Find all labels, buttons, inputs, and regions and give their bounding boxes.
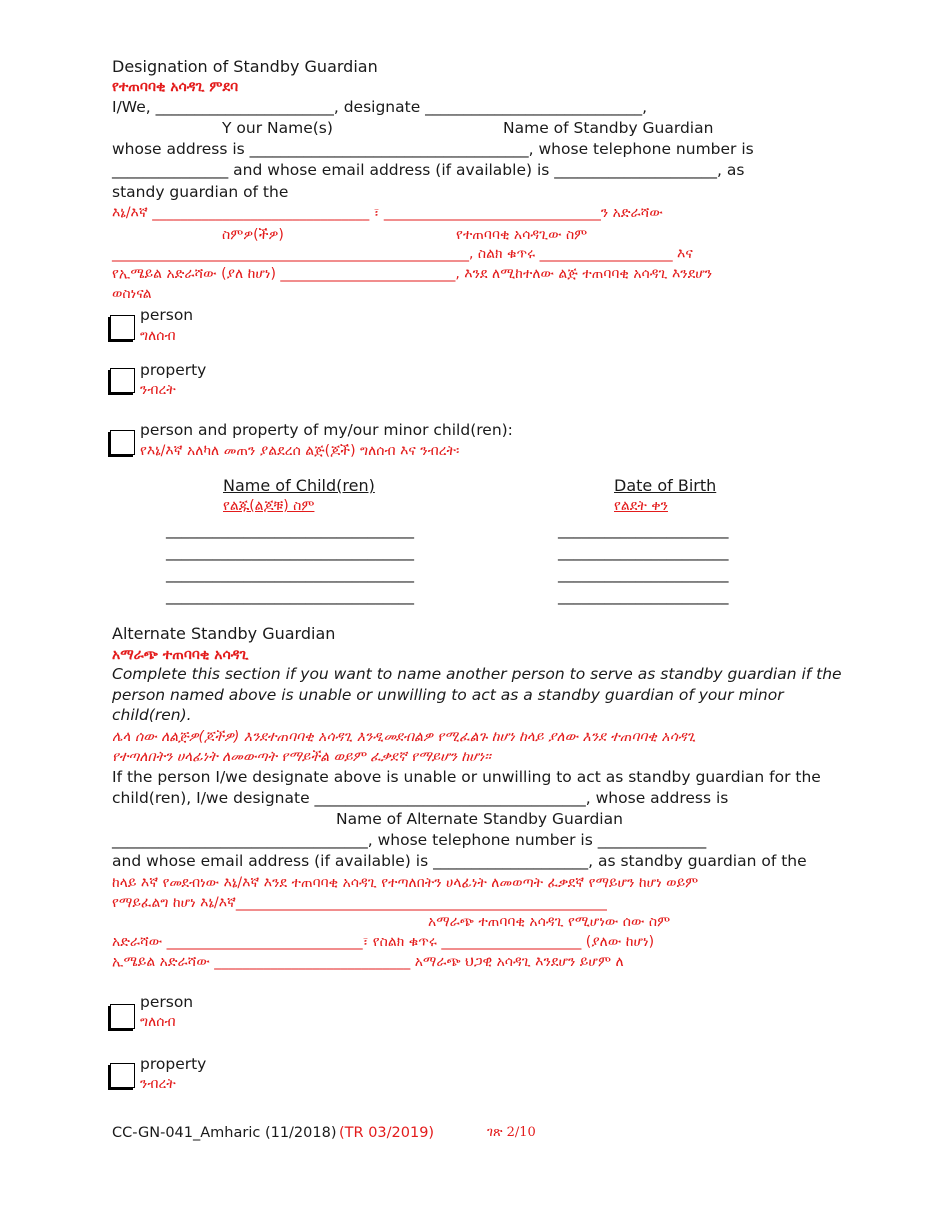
amharic-line-3: የኢሜይል አድራሻው (ያለ ከሆነ) _________________________, እንደ ለሚከተለው ልጅ ተጠባባቂ አሳዳጊ እንደሆን — [112, 266, 713, 282]
dob-header: Date of Birth — [614, 476, 717, 495]
dob-blank[interactable]: ______________________ — [558, 543, 729, 561]
alternate-line-2: child(ren), I/we designate ___________________________________, whose address is — [112, 789, 729, 807]
dob-blank[interactable]: ______________________ — [558, 521, 729, 539]
alt-option-person-label: person — [140, 993, 194, 1011]
checkbox-property[interactable] — [110, 368, 135, 393]
instruction-line-1: Complete this section if you want to name another person to serve as standby guardian if the — [112, 665, 842, 683]
option-person-label: person — [140, 306, 194, 324]
child-name-blank[interactable]: ________________________________ — [166, 543, 414, 561]
footer-form-id: CC-GN-041_Amharic (11/2018) — [112, 1125, 337, 1141]
alternate-section-title-amharic: አማራጭ ተጠባባቂ አሳዳጊ — [112, 647, 249, 663]
alternate-amharic-line-1: ከላይ እኛ የመደብነው እኔ/እኛ እንደ ተጠባባቂ አሳዳጊ የተጣለበትን ሀላፊነት ለመወጣት ፈቃደኛ የማይሆን ከሆነ ወይም — [112, 875, 699, 891]
caption-standby-name: Name of Standby Guardian — [503, 119, 714, 137]
instruction-amharic-1: ሌላ ሰው ለልጅዎ(ጆችዎ) እንደተጠባባቂ አሳዳጊ እንዲመደብልዎ የሚፈልጉ ከሆነ ከላይ ያለው እንደ ተጠባባቂ አሳዳጊ — [112, 729, 696, 745]
amharic-line-4: ወስነናል — [112, 286, 152, 302]
alternate-line-4: and whose email address (if available) is ____________________, as standby guardian of the — [112, 852, 807, 870]
footer-page-number: ገጽ 2/10 — [487, 1125, 536, 1140]
dob-header-amharic: የልደት ቀን — [614, 498, 668, 514]
option-person-property-label-amharic: የእኔ/እኛ አለካለ መጠን ያልደረሰ ልጅ(ጆች) ግለሰብ እና ንብረት፡ — [140, 443, 460, 459]
checkbox-alt-property[interactable] — [110, 1063, 135, 1088]
caption-your-names: Y our Name(s) — [222, 119, 333, 137]
child-name-header: Name of Child(ren) — [223, 476, 375, 495]
footer-tr: (TR 03/2019) — [339, 1125, 435, 1141]
amharic-line-2: ___________________________________________________, ስልክ ቁጥሩ ___________________ እና — [112, 246, 693, 262]
alternate-line-1: If the person I/we designate above is unable or unwilling to act as standby guardian for the — [112, 768, 821, 786]
child-name-blank[interactable]: ________________________________ — [166, 587, 414, 605]
alt-option-property-label: property — [140, 1055, 207, 1073]
section-title: Designation of Standby Guardian — [112, 57, 378, 76]
child-name-blank[interactable]: ________________________________ — [166, 521, 414, 539]
checkbox-alt-person[interactable] — [110, 1004, 135, 1029]
alternate-amharic-line-2: የማይፈልግ ከሆነ እኔ/እኛ_____________________________________________________ — [112, 895, 607, 911]
dob-blank[interactable]: ______________________ — [558, 587, 729, 605]
alternate-amharic-line-4: ኢሜይል አድራሻው ____________________________ አማራጭ ህጋዊ አሳዳጊ እንደሆን ይሆም ለ — [112, 954, 624, 970]
alt-option-property-label-amharic: ንብረት — [140, 1076, 176, 1092]
designation-line-2: whose address is ____________________________________, whose telephone number is — [112, 140, 754, 158]
amharic-line-1: እኔ/እኛ _______________________________ ፣ _______________________________ን አድራሻው — [112, 205, 663, 221]
option-property-label-amharic: ንብረት — [140, 382, 176, 398]
alt-option-person-label-amharic: ግለሰብ — [140, 1014, 176, 1030]
designation-line-4: standy guardian of the — [112, 183, 289, 201]
amharic-caption-your-names: ስምዎ(ችዎ) — [222, 227, 284, 243]
caption-alternate-name: Name of Alternate Standby Guardian — [336, 810, 623, 828]
alternate-amharic-line-3: አድራሻው ____________________________፣ የስልክ ቁጥሩ ____________________ (ያለው ከሆነ) — [112, 934, 655, 950]
alternate-line-3: _________________________________, whose telephone number is ______________ — [112, 831, 707, 849]
option-person-property-label: person and property of my/our minor child(ren): — [140, 421, 513, 439]
instruction-amharic-2: የተጣለበትን ሀላፊነት ለመውጣት የማይችል ወይም ፈቃደኛ የማይሆን ከሆነ፡፡ — [112, 749, 491, 765]
designation-line-3: _______________ and whose email address (if available) is _____________________, as — [112, 161, 745, 179]
instruction-line-3: child(ren). — [112, 706, 192, 724]
child-name-blank[interactable]: ________________________________ — [166, 565, 414, 583]
checkbox-person[interactable] — [110, 315, 135, 340]
designation-line-1: I/We, _______________________, designate ____________________________, — [112, 98, 648, 116]
child-name-header-amharic: የልጁ(ልጆቹ) ስም — [223, 498, 315, 514]
alternate-amharic-caption: አማራጭ ተጠባባቂ አሳዳጊ የሚሆነው ሰው ስም — [428, 914, 671, 930]
dob-blank[interactable]: ______________________ — [558, 565, 729, 583]
option-person-label-amharic: ግለሰብ — [140, 328, 176, 344]
section-title-amharic: የተጠባባቂ አሳዳጊ ምደባ — [112, 79, 239, 95]
option-property-label: property — [140, 361, 207, 379]
checkbox-person-and-property[interactable] — [110, 430, 135, 455]
instruction-line-2: person named above is unable or unwilling to act as a standby guardian of your minor — [112, 686, 784, 704]
alternate-section-title: Alternate Standby Guardian — [112, 624, 336, 643]
amharic-caption-standby: የተጠባባቂ አሳዳጊው ስም — [456, 227, 588, 243]
